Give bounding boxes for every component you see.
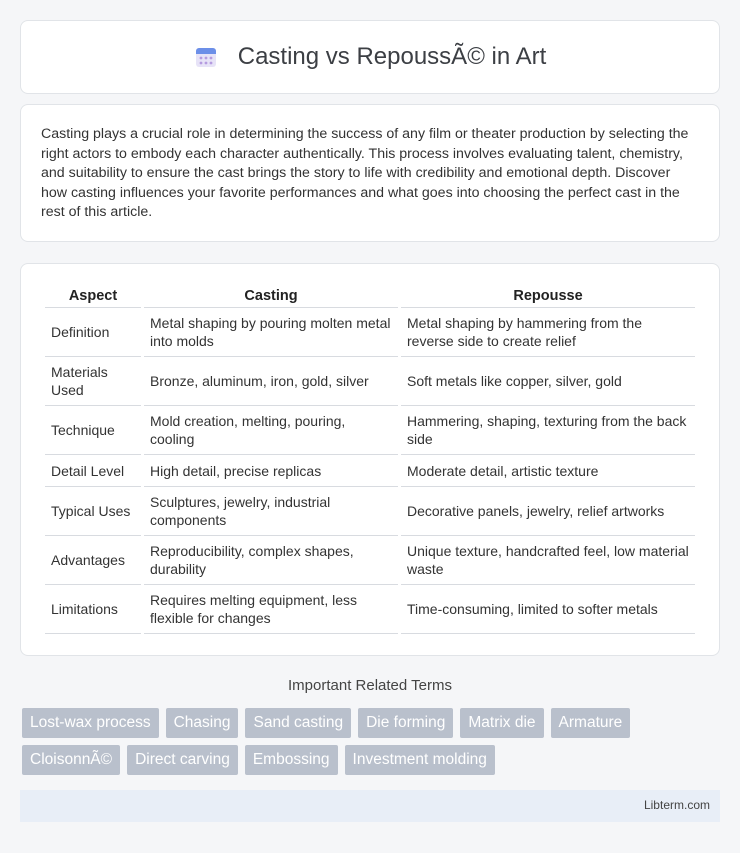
related-terms-title: Important Related Terms <box>288 677 452 694</box>
table-row <box>45 585 695 634</box>
repousse-cell: Decorative panels, jewelry, relief artworks <box>401 487 695 536</box>
repousse-cell: Soft metals like copper, silver, gold <box>401 357 695 406</box>
related-term-tag[interactable]: Embossing <box>245 745 338 775</box>
casting-cell: Reproducibility, complex shapes, durability <box>144 536 398 585</box>
casting-cell: Mold creation, melting, pouring, cooling <box>144 406 398 455</box>
casting-cell: Metal shaping by pouring molten metal into molds <box>144 308 398 357</box>
table-header-row <box>45 284 695 308</box>
related-terms-list <box>22 708 712 775</box>
intro-text: Casting plays a crucial role in determining the success of any film or theater production by selecting the right actors to embody each character authentically. This process involves evaluating talent, chemistry, and suitability to ensure the cast brings the story to life with credibility and emotional depth. Discover how casting influences your favorite performances and what goes into choosing the perfect cast in the rest of this article. <box>41 126 689 221</box>
repousse-cell: Time-consuming, limited to softer metals <box>401 585 695 634</box>
header-repousse: Repousse <box>401 284 695 308</box>
page-title: Casting vs RepoussÃ© in Art <box>237 43 547 70</box>
footer <box>20 790 720 822</box>
intro-card <box>20 104 720 242</box>
casting-cell: Requires melting equipment, less flexible for changes <box>144 585 398 634</box>
footer-site-link[interactable]: Libterm.com <box>643 798 710 812</box>
repousse-cell: Metal shaping by hammering from the reverse side to create relief <box>401 308 695 357</box>
table-row <box>45 406 695 455</box>
table-row <box>45 487 695 536</box>
aspect-cell: Materials Used <box>45 357 141 406</box>
repousse-cell: Hammering, shaping, texturing from the back side <box>401 406 695 455</box>
comparison-table <box>42 284 698 634</box>
casting-cell: Sculptures, jewelry, industrial components <box>144 487 398 536</box>
table-row <box>45 357 695 406</box>
header-casting: Casting <box>144 284 398 308</box>
related-term-tag[interactable]: Matrix die <box>460 708 543 738</box>
aspect-cell: Advantages <box>45 536 141 585</box>
table-row <box>45 455 695 487</box>
calendar-icon <box>194 45 218 69</box>
aspect-cell: Technique <box>45 406 141 455</box>
table-row <box>45 536 695 585</box>
related-term-tag[interactable]: Lost-wax process <box>22 708 159 738</box>
header-card <box>20 20 720 94</box>
related-term-tag[interactable]: Armature <box>551 708 631 738</box>
related-term-tag[interactable]: Die forming <box>358 708 453 738</box>
table-row <box>45 308 695 357</box>
header-aspect: Aspect <box>45 284 141 308</box>
aspect-cell: Typical Uses <box>45 487 141 536</box>
related-term-tag[interactable]: Sand casting <box>245 708 351 738</box>
repousse-cell: Moderate detail, artistic texture <box>401 455 695 487</box>
repousse-cell: Unique texture, handcrafted feel, low material waste <box>401 536 695 585</box>
aspect-cell: Limitations <box>45 585 141 634</box>
related-term-tag[interactable]: CloisonnÃ© <box>22 745 120 775</box>
casting-cell: High detail, precise replicas <box>144 455 398 487</box>
related-term-tag[interactable]: Direct carving <box>127 745 238 775</box>
related-term-tag[interactable]: Chasing <box>166 708 239 738</box>
aspect-cell: Definition <box>45 308 141 357</box>
related-term-tag[interactable]: Investment molding <box>345 745 495 775</box>
comparison-card <box>20 263 720 656</box>
aspect-cell: Detail Level <box>45 455 141 487</box>
casting-cell: Bronze, aluminum, iron, gold, silver <box>144 357 398 406</box>
